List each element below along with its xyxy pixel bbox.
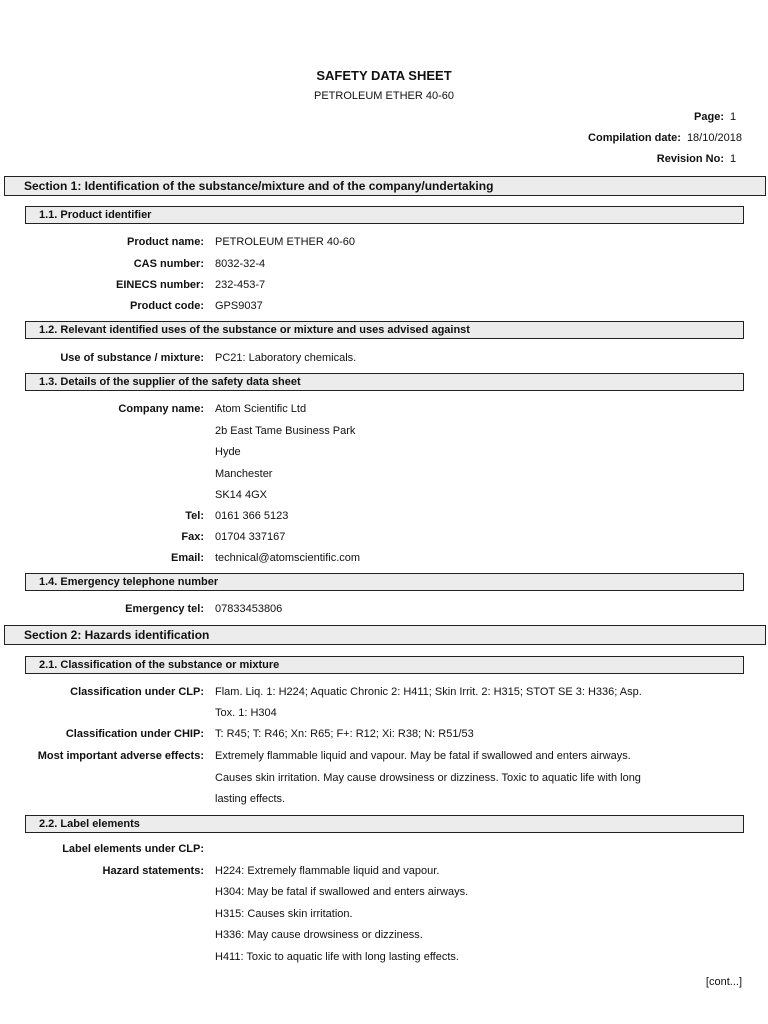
chip-classification-label: Classification under CHIP: bbox=[65, 728, 204, 740]
company-address-line: 2b East Tame Business Park bbox=[215, 425, 356, 437]
einecs-number-label: EINECS number: bbox=[115, 279, 204, 291]
subsection-1-1-header: 1.1. Product identifier bbox=[25, 206, 744, 224]
hazard-statement-h315: H315: Causes skin irritation. bbox=[215, 908, 353, 920]
einecs-number-value: 232-453-7 bbox=[215, 279, 266, 291]
company-name-label: Company name: bbox=[118, 403, 204, 415]
document-title: SAFETY DATA SHEET bbox=[316, 68, 452, 83]
page-label: Page: bbox=[694, 111, 724, 123]
product-code-label: Product code: bbox=[130, 300, 204, 312]
adverse-effects-line-2: Causes skin irritation. May cause drowsiness or dizziness. Toxic to aquatic life with long bbox=[215, 772, 641, 784]
adverse-effects-label: Most important adverse effects: bbox=[37, 750, 204, 762]
clp-classification-label: Classification under CLP: bbox=[70, 686, 204, 698]
emergency-tel-value: 07833453806 bbox=[215, 603, 283, 615]
revision-label: Revision No: bbox=[656, 153, 724, 165]
use-value: PC21: Laboratory chemicals. bbox=[215, 352, 357, 364]
hazard-statement-h224: H224: Extremely flammable liquid and vapour. bbox=[215, 865, 440, 877]
compilation-date-row bbox=[588, 132, 742, 144]
clp-classification-line-1: Flam. Liq. 1: H224; Aquatic Chronic 2: H411; Skin Irrit. 2: H315; STOT SE 3: H336; Asp. bbox=[215, 686, 642, 698]
emergency-tel-label: Emergency tel: bbox=[125, 603, 204, 615]
email-value: technical@atomscientific.com bbox=[215, 552, 361, 564]
section-1-header: Section 1: Identification of the substance/mixture and of the company/undertaking bbox=[4, 176, 766, 196]
continued-marker: [cont...] bbox=[705, 976, 742, 988]
hazard-statement-h304: H304: May be fatal if swallowed and enters airways. bbox=[215, 886, 469, 898]
chip-classification-value: T: R45; T: R46; Xn: R65; F+: R12; Xi: R38; N: R51/53 bbox=[215, 728, 474, 740]
tel-value: 0161 366 5123 bbox=[215, 510, 289, 522]
hazard-statement-h336: H336: May cause drowsiness or dizziness. bbox=[215, 929, 423, 941]
email-label: Email: bbox=[170, 552, 204, 564]
company-postcode-line: SK14 4GX bbox=[215, 489, 267, 501]
use-label: Use of substance / mixture: bbox=[60, 352, 204, 364]
revision-row bbox=[657, 153, 742, 165]
page-number-row bbox=[694, 111, 742, 123]
subsection-1-4-header: 1.4. Emergency telephone number bbox=[25, 573, 744, 591]
hazard-statement-h411: H411: Toxic to aquatic life with long lasting effects. bbox=[215, 951, 459, 963]
cas-number-value: 8032-32-4 bbox=[215, 258, 266, 270]
company-name-value: Atom Scientific Ltd bbox=[215, 403, 307, 415]
adverse-effects-line-1: Extremely flammable liquid and vapour. May be fatal if swallowed and enters airways. bbox=[215, 750, 631, 762]
subsection-2-1-header: 2.1. Classification of the substance or mixture bbox=[25, 656, 744, 674]
product-name-value: PETROLEUM ETHER 40-60 bbox=[215, 236, 355, 248]
product-name-label: Product name: bbox=[126, 236, 204, 248]
tel-label: Tel: bbox=[185, 510, 204, 522]
subsection-1-2-header: 1.2. Relevant identified uses of the substance or mixture and uses advised against bbox=[25, 321, 744, 339]
hazard-statements-label: Hazard statements: bbox=[102, 865, 204, 877]
cas-number-label: CAS number: bbox=[133, 258, 204, 270]
subsection-2-2-header: 2.2. Label elements bbox=[25, 815, 744, 833]
product-code-value: GPS9037 bbox=[215, 300, 263, 312]
page-value: 1 bbox=[730, 111, 737, 123]
clp-classification-line-2: Tox. 1: H304 bbox=[215, 707, 277, 719]
fax-value: 01704 337167 bbox=[215, 531, 286, 543]
fax-label: Fax: bbox=[181, 531, 204, 543]
adverse-effects-line-3: lasting effects. bbox=[215, 793, 286, 805]
compilation-date-label: Compilation date: bbox=[588, 132, 681, 144]
section-2-header: Section 2: Hazards identification bbox=[4, 625, 766, 645]
company-city-line: Manchester bbox=[215, 468, 273, 480]
product-subtitle: PETROLEUM ETHER 40-60 bbox=[314, 90, 454, 102]
compilation-date-value: 18/10/2018 bbox=[686, 132, 742, 144]
company-town-line: Hyde bbox=[215, 446, 241, 458]
label-elements-label: Label elements under CLP: bbox=[62, 843, 204, 855]
revision-value: 1 bbox=[730, 153, 737, 165]
subsection-1-3-header: 1.3. Details of the supplier of the safety data sheet bbox=[25, 373, 744, 391]
